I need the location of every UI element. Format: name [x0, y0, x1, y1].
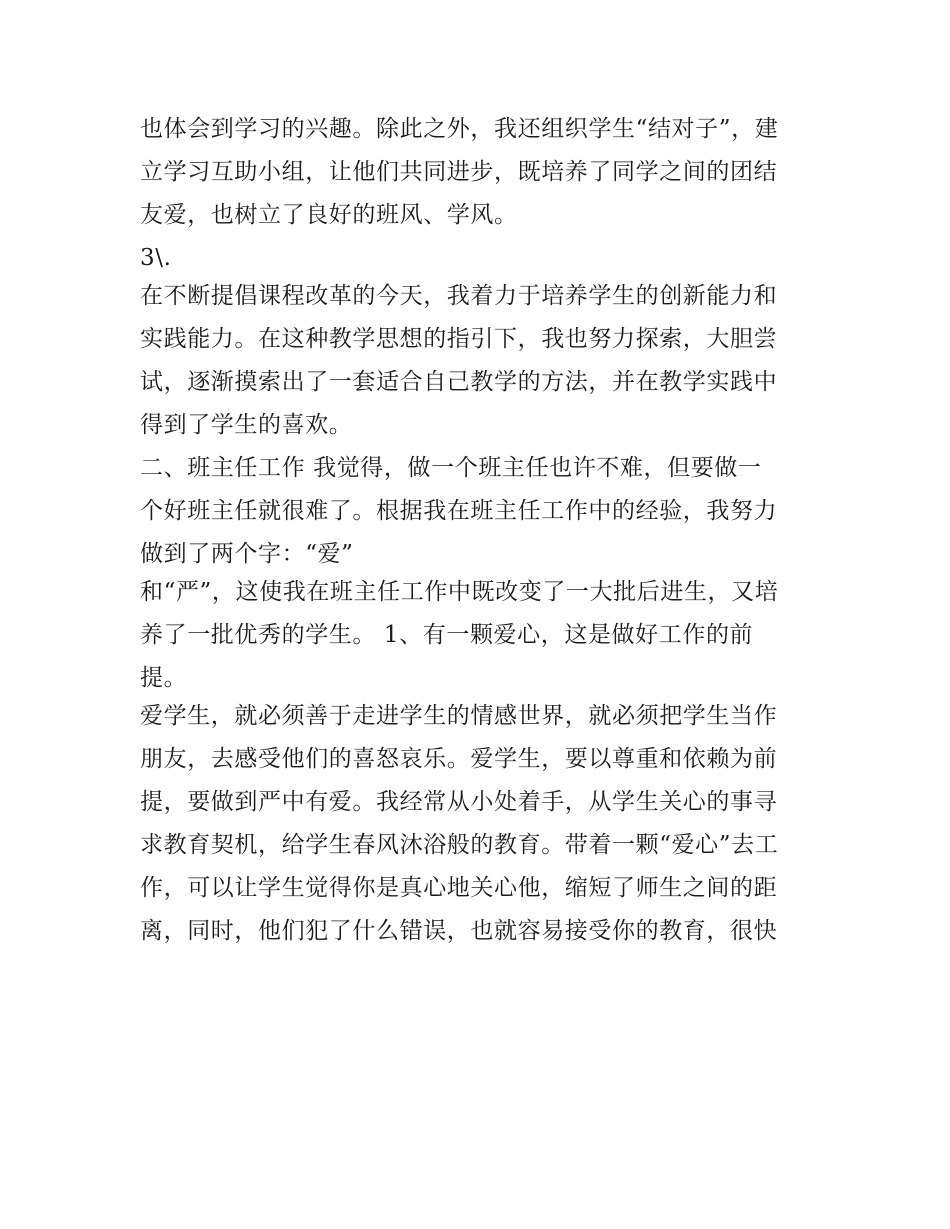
text-line: 得到了学生的喜欢。 [140, 412, 353, 438]
text-line: 提，要做到严中有爱。我经常从小处着手，从学生关心的事寻 [140, 789, 778, 815]
text-line: 养了一批优秀的学生。 1、有一颗爱心，这是做好工作的前 [140, 622, 754, 648]
text-line: 试，逐渐摸索出了一套适合自己教学的方法，并在教学实践中 [140, 369, 778, 395]
text-line: 求教育契机，给学生春风沐浴般的教育。带着一颗“爱心”去工 [140, 832, 779, 858]
text-line: 也体会到学习的兴趣。除此之外，我还组织学生“结对子”，建 [140, 116, 779, 142]
text-line: 朋友，去感受他们的喜怒哀乐。爱学生，要以尊重和依赖为前 [140, 746, 778, 772]
text-line: 爱学生，就必须善于走进学生的情感世界，就必须把学生当作 [140, 703, 778, 729]
document-body [140, 108, 820, 953]
text-line: 作，可以让学生觉得你是真心地关心他，缩短了师生之间的距 [140, 875, 778, 901]
text-line: 立学习互助小组，让他们共同进步，既培养了同学之间的团结 [140, 159, 778, 185]
text-line: 在不断提倡课程改革的今天，我着力于培养学生的创新能力和 [140, 283, 778, 309]
text-line: 离，同时，他们犯了什么错误，也就容易接受你的教育，很快 [140, 918, 778, 944]
text-line: 和“严”，这使我在班主任工作中既改变了一大批后进生，又培 [140, 579, 779, 605]
text-line: 实践能力。在这种教学思想的指引下，我也努力探索，大胆尝 [140, 326, 778, 352]
text-line: 友爱，也树立了良好的班风、学风。 [140, 202, 518, 228]
text-line: 二、班主任工作 我觉得，做一个班主任也许不难，但要做一 [140, 455, 762, 481]
text-line: 提。 [140, 665, 188, 691]
text-line: 3\. [140, 245, 172, 271]
text-line: 个好班主任就很难了。根据我在班主任工作中的经验，我努力 [140, 498, 778, 524]
text-line: 做到了两个字：“爱” [140, 541, 354, 567]
